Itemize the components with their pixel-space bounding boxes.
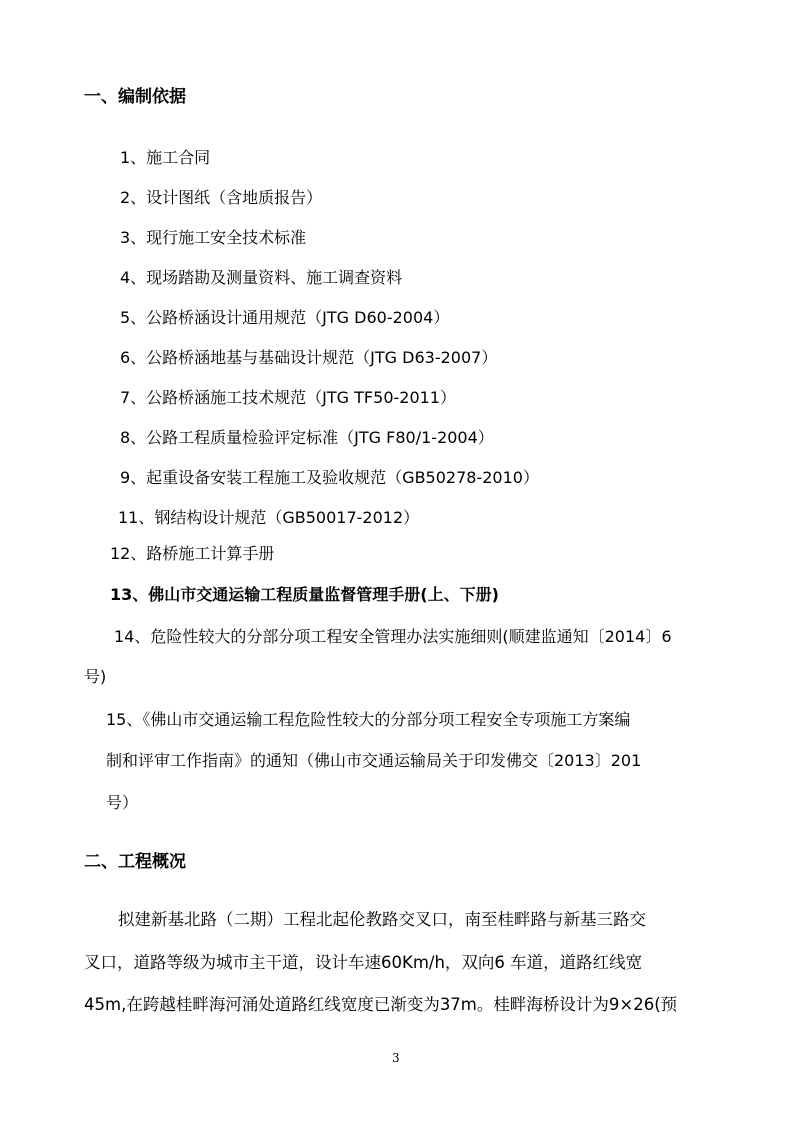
list-item-continuation: 号) — [84, 667, 107, 686]
list-item: 2、设计图纸（含地质报告） — [120, 188, 323, 207]
list-item: 3、现行施工安全技术标准 — [120, 228, 307, 247]
list-item: 12、路桥施工计算手册 — [110, 544, 275, 563]
list-item: 14、危险性较大的分部分项工程安全管理办法实施细则(顺建监通知〔2014〕6 — [114, 627, 672, 646]
list-item: 11、钢结构设计规范（GB50017-2012） — [118, 508, 420, 527]
list-item: 1、施工合同 — [120, 148, 211, 167]
section-heading-basis: 一、编制依据 — [84, 87, 186, 107]
paragraph-line: 叉口，道路等级为城市主干道，设计车速60Km/h，双向6 车道，道路红线宽 — [84, 953, 643, 972]
list-item: 7、公路桥涵施工技术规范（JTG TF50-2011） — [120, 388, 456, 407]
list-item: 15、《佛山市交通运输工程危险性较大的分部分项工程安全专项施工方案编 — [106, 710, 631, 729]
list-item-continuation: 制和评审工作指南》的通知（佛山市交通运输局关于印发佛交〔2013〕201 — [106, 751, 642, 770]
list-item-continuation: 号） — [106, 793, 139, 812]
paragraph-line: 拟建新基北路（二期）工程北起伦教路交叉口，南至桂畔路与新基三路交 — [118, 910, 646, 929]
list-item: 5、公路桥涵设计通用规范（JTG D60-2004） — [120, 308, 450, 327]
page-number: 3 — [392, 1051, 400, 1065]
list-item: 4、现场踏勘及测量资料、施工调查资料 — [120, 268, 403, 287]
list-item: 8、公路工程质量检验评定标准（JTG F80/1-2004） — [120, 428, 494, 447]
list-item: 13、佛山市交通运输工程质量监督管理手册(上、下册) — [110, 585, 499, 604]
list-item: 6、公路桥涵地基与基础设计规范（JTG D63-2007） — [120, 348, 498, 367]
paragraph-line: 45m,在跨越桂畔海河涌处道路红线宽度已渐变为37m。桂畔海桥设计为9×26(预 — [84, 995, 678, 1014]
list-item: 9、起重设备安装工程施工及验收规范（GB50278-2010） — [120, 468, 539, 487]
section-heading-overview: 二、工程概况 — [84, 852, 186, 872]
